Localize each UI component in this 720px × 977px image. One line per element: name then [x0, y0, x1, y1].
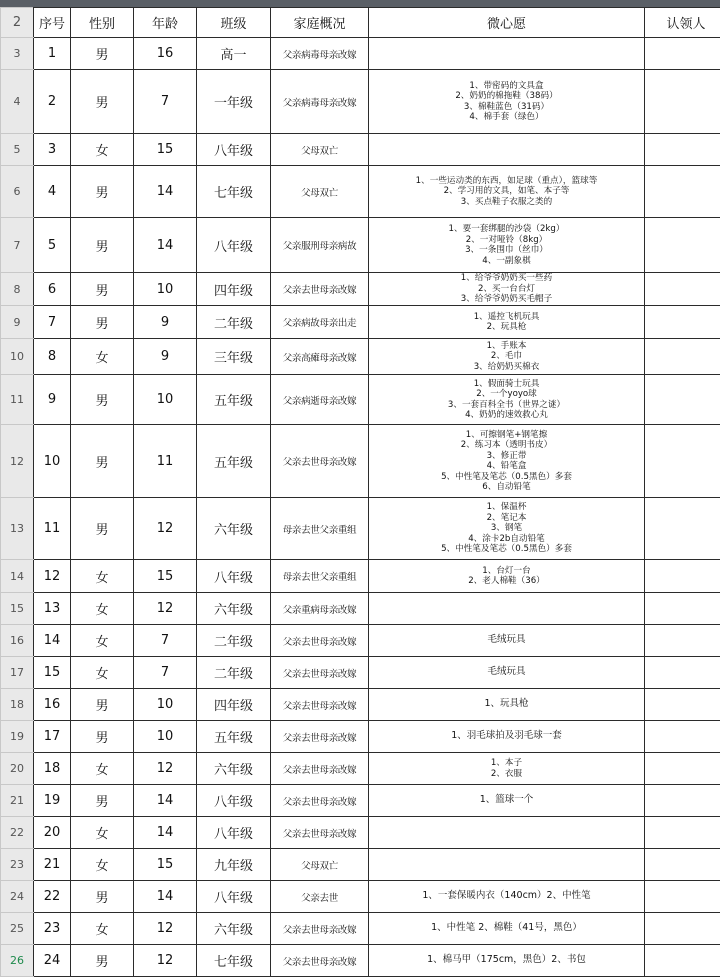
cell-sex[interactable]: 女	[71, 657, 134, 689]
cell-family[interactable]: 父亲高瘫母亲改嫁	[271, 339, 369, 375]
wish-line: 1、一套保暖内衣（140cm）2、中性笔	[375, 891, 638, 902]
cell-claimant[interactable]	[645, 945, 720, 977]
wish-line: 4、一副象棋	[375, 256, 638, 267]
row-number[interactable]: 6	[1, 166, 34, 218]
cell-claimant[interactable]	[645, 721, 720, 753]
wish-line: 2、衣服	[375, 769, 638, 780]
cell-claimant[interactable]	[645, 38, 720, 70]
header-row	[1, 8, 720, 38]
cell-age[interactable]: 10	[134, 273, 197, 306]
cell-wish[interactable]	[369, 753, 645, 785]
wish-line: 3、给奶奶买棉衣	[375, 362, 638, 373]
wish-line: 2、玩具枪	[375, 322, 638, 333]
row-number[interactable]: 25	[1, 913, 34, 945]
cell-claimant[interactable]	[645, 339, 720, 375]
wish-line: 1、玩具枪	[375, 699, 638, 710]
cell-sex[interactable]: 男	[71, 498, 134, 560]
cell-wish[interactable]	[369, 625, 645, 657]
cell-age[interactable]: 7	[134, 657, 197, 689]
table-row	[1, 657, 720, 689]
cell-family[interactable]: 父亲去世母亲改嫁	[271, 657, 369, 689]
wish-line: 2、一对哑铃（8kg）	[375, 235, 638, 246]
cell-grade[interactable]: 八年级	[197, 560, 271, 593]
wish-table	[0, 7, 720, 977]
cell-sex[interactable]: 男	[71, 425, 134, 498]
row-number[interactable]: 22	[1, 817, 34, 849]
row-number[interactable]: 7	[1, 218, 34, 273]
cell-age[interactable]: 15	[134, 134, 197, 166]
table-row	[1, 560, 720, 593]
cell-family[interactable]: 父亲去世母亲改嫁	[271, 785, 369, 817]
cell-index[interactable]: 6	[34, 273, 71, 306]
cell-index[interactable]: 20	[34, 817, 71, 849]
wish-line: 3、一套百科全书（世界之谜）	[375, 400, 638, 411]
cell-wish[interactable]	[369, 375, 645, 425]
cell-sex[interactable]: 男	[71, 38, 134, 70]
wish-line: 2、毛巾	[375, 351, 638, 362]
row-number[interactable]: 16	[1, 625, 34, 657]
cell-sex[interactable]: 男	[71, 945, 134, 977]
cell-wish[interactable]	[369, 70, 645, 134]
table-row	[1, 881, 720, 913]
cell-age[interactable]: 7	[134, 70, 197, 134]
table-row	[1, 817, 720, 849]
cell-age[interactable]: 12	[134, 945, 197, 977]
cell-claimant[interactable]	[645, 753, 720, 785]
row-number[interactable]: 26	[1, 945, 34, 977]
cell-wish[interactable]	[369, 339, 645, 375]
cell-grade[interactable]: 六年级	[197, 913, 271, 945]
table-row	[1, 218, 720, 273]
cell-age[interactable]: 12	[134, 498, 197, 560]
cell-family[interactable]: 父亲服刑母亲病故	[271, 218, 369, 273]
cell-sex[interactable]: 男	[71, 881, 134, 913]
cell-family[interactable]: 父亲病故母亲出走	[271, 306, 369, 339]
wish-line: 1、保温杯	[375, 502, 638, 513]
cell-family[interactable]: 父亲去世母亲改嫁	[271, 721, 369, 753]
cell-sex[interactable]: 女	[71, 817, 134, 849]
table-row	[1, 721, 720, 753]
wish-line: 1、台灯一台	[375, 566, 638, 577]
cell-age[interactable]: 15	[134, 560, 197, 593]
cell-index[interactable]: 23	[34, 913, 71, 945]
wish-line: 5、中性笔及笔芯（0.5黑色）多套	[375, 544, 638, 555]
row-number[interactable]: 19	[1, 721, 34, 753]
wish-line: 1、手账本	[375, 341, 638, 352]
wish-line: 3、给爷爷奶奶买毛帽子	[375, 294, 638, 305]
table-row	[1, 273, 720, 306]
cell-sex[interactable]: 男	[71, 785, 134, 817]
table-row	[1, 785, 720, 817]
wish-line: 毛绒玩具	[375, 667, 638, 678]
cell-wish[interactable]	[369, 817, 645, 849]
cell-wish[interactable]	[369, 849, 645, 881]
header-index[interactable]: 序号	[34, 8, 71, 38]
cell-wish[interactable]	[369, 881, 645, 913]
row-number[interactable]: 15	[1, 593, 34, 625]
wish-line: 1、棉马甲（175cm，黑色）2、书包	[375, 955, 638, 966]
cell-index[interactable]: 12	[34, 560, 71, 593]
cell-wish[interactable]	[369, 38, 645, 70]
wish-line: 3、钢笔	[375, 523, 638, 534]
cell-family[interactable]: 父亲去世母亲改嫁	[271, 689, 369, 721]
cell-sex[interactable]: 女	[71, 339, 134, 375]
cell-sex[interactable]: 女	[71, 560, 134, 593]
cell-wish[interactable]	[369, 913, 645, 945]
table-row	[1, 339, 720, 375]
cell-index[interactable]: 18	[34, 753, 71, 785]
wish-line: 1、可擦钢笔+钢笔擦	[375, 430, 638, 441]
cell-family[interactable]: 父亲去世	[271, 881, 369, 913]
cell-age[interactable]: 7	[134, 625, 197, 657]
cell-claimant[interactable]	[645, 425, 720, 498]
wish-line: 2、老人棉鞋（36）	[375, 576, 638, 587]
cell-wish[interactable]	[369, 593, 645, 625]
cell-grade[interactable]: 六年级	[197, 753, 271, 785]
row-number[interactable]: 2	[1, 8, 34, 38]
cell-index[interactable]: 16	[34, 689, 71, 721]
cell-grade[interactable]: 九年级	[197, 849, 271, 881]
cell-grade[interactable]: 六年级	[197, 498, 271, 560]
header-sex[interactable]: 性别	[71, 8, 134, 38]
wish-line: 1、带密码的文具盒	[375, 81, 638, 92]
table-row	[1, 38, 720, 70]
spreadsheet	[0, 7, 720, 977]
cell-age[interactable]: 10	[134, 375, 197, 425]
cell-grade[interactable]: 二年级	[197, 657, 271, 689]
table-row	[1, 166, 720, 218]
cell-claimant[interactable]	[645, 273, 720, 306]
row-number[interactable]: 20	[1, 753, 34, 785]
table-row	[1, 849, 720, 881]
cell-index[interactable]: 19	[34, 785, 71, 817]
cell-grade[interactable]: 五年级	[197, 425, 271, 498]
cell-age[interactable]: 9	[134, 339, 197, 375]
cell-age[interactable]: 10	[134, 689, 197, 721]
cell-family[interactable]: 父亲去世母亲改嫁	[271, 945, 369, 977]
wish-line: 1、假面骑士玩具	[375, 379, 638, 390]
row-number[interactable]: 8	[1, 273, 34, 306]
cell-index[interactable]: 21	[34, 849, 71, 881]
wish-line: 4、铅笔盒	[375, 461, 638, 472]
cell-sex[interactable]: 女	[71, 625, 134, 657]
cell-family[interactable]: 父亲去世母亲改嫁	[271, 817, 369, 849]
cell-family[interactable]: 父亲去世母亲改嫁	[271, 273, 369, 306]
cell-wish[interactable]	[369, 657, 645, 689]
cell-grade[interactable]: 八年级	[197, 218, 271, 273]
wish-line: 1、本子	[375, 758, 638, 769]
cell-wish[interactable]	[369, 498, 645, 560]
wish-line: 2、练习本（透明书皮）	[375, 440, 638, 451]
cell-family[interactable]: 父母双亡	[271, 849, 369, 881]
cell-claimant[interactable]	[645, 134, 720, 166]
cell-grade[interactable]: 四年级	[197, 273, 271, 306]
table-row	[1, 625, 720, 657]
row-number[interactable]: 13	[1, 498, 34, 560]
cell-index[interactable]: 1	[34, 38, 71, 70]
cell-family[interactable]: 父亲去世母亲改嫁	[271, 913, 369, 945]
cell-grade[interactable]: 三年级	[197, 339, 271, 375]
cell-sex[interactable]: 女	[71, 593, 134, 625]
wish-line: 3、棉鞋蓝色（31码）	[375, 102, 638, 113]
cell-age[interactable]: 14	[134, 881, 197, 913]
cell-claimant[interactable]	[645, 70, 720, 134]
cell-family[interactable]: 父亲去世母亲改嫁	[271, 425, 369, 498]
cell-index[interactable]: 13	[34, 593, 71, 625]
cell-index[interactable]: 24	[34, 945, 71, 977]
cell-claimant[interactable]	[645, 881, 720, 913]
cell-age[interactable]: 14	[134, 817, 197, 849]
cell-claimant[interactable]	[645, 657, 720, 689]
cell-age[interactable]: 11	[134, 425, 197, 498]
cell-age[interactable]: 12	[134, 593, 197, 625]
row-number[interactable]: 11	[1, 375, 34, 425]
table-row	[1, 689, 720, 721]
cell-grade[interactable]: 八年级	[197, 881, 271, 913]
wish-line: 1、中性笔 2、棉鞋（41号，黑色）	[375, 923, 638, 934]
header-age[interactable]: 年龄	[134, 8, 197, 38]
cell-grade[interactable]: 八年级	[197, 134, 271, 166]
cell-claimant[interactable]	[645, 166, 720, 218]
cell-family[interactable]: 母亲去世父亲重组	[271, 498, 369, 560]
wish-line: 4、奶奶的速效救心丸	[375, 410, 638, 421]
cell-grade[interactable]: 七年级	[197, 945, 271, 977]
cell-wish[interactable]	[369, 218, 645, 273]
row-number[interactable]: 3	[1, 38, 34, 70]
row-number[interactable]: 10	[1, 339, 34, 375]
table-row	[1, 306, 720, 339]
wish-line: 2、笔记本	[375, 513, 638, 524]
wish-line: 1、给爷爷奶奶买一些药	[375, 273, 638, 284]
cell-age[interactable]: 15	[134, 849, 197, 881]
cell-wish[interactable]	[369, 425, 645, 498]
cell-index[interactable]: 8	[34, 339, 71, 375]
table-row	[1, 498, 720, 560]
wish-line: 1、篮球一个	[375, 795, 638, 806]
cell-grade[interactable]: 二年级	[197, 306, 271, 339]
cell-sex[interactable]: 女	[71, 849, 134, 881]
wish-line: 4、涂卡2b自动铅笔	[375, 534, 638, 545]
cell-sex[interactable]: 男	[71, 306, 134, 339]
table-row	[1, 753, 720, 785]
cell-index[interactable]: 9	[34, 375, 71, 425]
wish-line: 2、一个yoyo球	[375, 389, 638, 400]
table-row	[1, 134, 720, 166]
cell-grade[interactable]: 一年级	[197, 70, 271, 134]
cell-claimant[interactable]	[645, 817, 720, 849]
cell-grade[interactable]: 高一	[197, 38, 271, 70]
cell-wish[interactable]	[369, 306, 645, 339]
row-number[interactable]: 24	[1, 881, 34, 913]
cell-index[interactable]: 3	[34, 134, 71, 166]
cell-index[interactable]: 15	[34, 657, 71, 689]
row-number[interactable]: 5	[1, 134, 34, 166]
wish-line: 3、买点鞋子衣服之类的	[375, 197, 638, 208]
cell-claimant[interactable]	[645, 913, 720, 945]
wish-line: 4、棉手套（绿色）	[375, 112, 638, 123]
cell-family[interactable]: 父亲病毒母亲改嫁	[271, 38, 369, 70]
cell-claimant[interactable]	[645, 498, 720, 560]
cell-wish[interactable]	[369, 166, 645, 218]
window-top-bar	[0, 0, 720, 7]
wish-line: 2、奶奶的棉拖鞋（38码）	[375, 91, 638, 102]
cell-index[interactable]: 11	[34, 498, 71, 560]
cell-index[interactable]: 22	[34, 881, 71, 913]
wish-line: 3、修正带	[375, 451, 638, 462]
cell-claimant[interactable]	[645, 593, 720, 625]
table-row	[1, 425, 720, 498]
cell-wish[interactable]	[369, 785, 645, 817]
cell-index[interactable]: 2	[34, 70, 71, 134]
cell-sex[interactable]: 女	[71, 134, 134, 166]
cell-wish[interactable]	[369, 945, 645, 977]
cell-claimant[interactable]	[645, 689, 720, 721]
wish-line: 3、一条围巾（丝巾）	[375, 245, 638, 256]
row-number[interactable]: 12	[1, 425, 34, 498]
cell-claimant[interactable]	[645, 218, 720, 273]
cell-index[interactable]: 7	[34, 306, 71, 339]
header-claimant[interactable]: 认领人	[645, 8, 720, 38]
header-grade[interactable]: 班级	[197, 8, 271, 38]
cell-sex[interactable]: 男	[71, 166, 134, 218]
row-number[interactable]: 21	[1, 785, 34, 817]
cell-grade[interactable]: 二年级	[197, 625, 271, 657]
cell-index[interactable]: 14	[34, 625, 71, 657]
row-number[interactable]: 4	[1, 70, 34, 134]
cell-age[interactable]: 16	[134, 38, 197, 70]
wish-line: 5、中性笔及笔芯（0.5黑色）多套	[375, 472, 638, 483]
cell-age[interactable]: 14	[134, 166, 197, 218]
cell-claimant[interactable]	[645, 849, 720, 881]
cell-grade[interactable]: 五年级	[197, 375, 271, 425]
table-row	[1, 945, 720, 977]
wish-line: 1、羽毛球拍及羽毛球一套	[375, 731, 638, 742]
row-number[interactable]: 23	[1, 849, 34, 881]
wish-line: 1、一些运动类的东西，如足球（重点），篮球等	[375, 176, 638, 187]
cell-wish[interactable]	[369, 560, 645, 593]
cell-wish[interactable]	[369, 273, 645, 306]
cell-index[interactable]: 10	[34, 425, 71, 498]
cell-wish[interactable]	[369, 689, 645, 721]
row-number[interactable]: 18	[1, 689, 34, 721]
cell-index[interactable]: 17	[34, 721, 71, 753]
cell-family[interactable]: 父亲病逝母亲改嫁	[271, 375, 369, 425]
row-number[interactable]: 14	[1, 560, 34, 593]
cell-wish[interactable]	[369, 721, 645, 753]
cell-grade[interactable]: 七年级	[197, 166, 271, 218]
cell-sex[interactable]: 女	[71, 913, 134, 945]
cell-sex[interactable]: 女	[71, 753, 134, 785]
cell-sex[interactable]: 男	[71, 218, 134, 273]
cell-sex[interactable]: 男	[71, 689, 134, 721]
wish-line: 毛绒玩具	[375, 635, 638, 646]
cell-index[interactable]: 5	[34, 218, 71, 273]
cell-age[interactable]: 9	[134, 306, 197, 339]
wish-line: 6、自动铅笔	[375, 482, 638, 493]
cell-sex[interactable]: 男	[71, 375, 134, 425]
header-wish[interactable]: 微心愿	[369, 8, 645, 38]
cell-claimant[interactable]	[645, 625, 720, 657]
row-number[interactable]: 17	[1, 657, 34, 689]
row-number[interactable]: 9	[1, 306, 34, 339]
table-row	[1, 913, 720, 945]
cell-age[interactable]: 14	[134, 218, 197, 273]
cell-claimant[interactable]	[645, 785, 720, 817]
cell-age[interactable]: 10	[134, 721, 197, 753]
cell-claimant[interactable]	[645, 560, 720, 593]
cell-sex[interactable]: 男	[71, 721, 134, 753]
cell-grade[interactable]: 八年级	[197, 817, 271, 849]
table-row	[1, 375, 720, 425]
cell-family[interactable]: 父母双亡	[271, 134, 369, 166]
cell-family[interactable]: 父母双亡	[271, 166, 369, 218]
cell-age[interactable]: 12	[134, 753, 197, 785]
table-row	[1, 70, 720, 134]
cell-wish[interactable]	[369, 134, 645, 166]
cell-grade[interactable]: 八年级	[197, 785, 271, 817]
wish-line: 2、学习用的文具，如笔、本子等	[375, 186, 638, 197]
cell-grade[interactable]: 五年级	[197, 721, 271, 753]
wish-line: 1、要一套绑腿的沙袋（2kg）	[375, 224, 638, 235]
cell-age[interactable]: 14	[134, 785, 197, 817]
cell-family[interactable]: 父亲去世母亲改嫁	[271, 625, 369, 657]
cell-sex[interactable]: 男	[71, 70, 134, 134]
cell-family[interactable]: 父亲病毒母亲改嫁	[271, 70, 369, 134]
cell-claimant[interactable]	[645, 375, 720, 425]
table-row	[1, 593, 720, 625]
header-family[interactable]: 家庭概况	[271, 8, 369, 38]
cell-grade[interactable]: 四年级	[197, 689, 271, 721]
wish-line: 1、遥控飞机玩具	[375, 312, 638, 323]
cell-family[interactable]: 母亲去世父亲重组	[271, 560, 369, 593]
cell-index[interactable]: 4	[34, 166, 71, 218]
cell-grade[interactable]: 六年级	[197, 593, 271, 625]
cell-sex[interactable]: 男	[71, 273, 134, 306]
cell-family[interactable]: 父亲去世母亲改嫁	[271, 753, 369, 785]
cell-family[interactable]: 父亲重病母亲改嫁	[271, 593, 369, 625]
cell-age[interactable]: 12	[134, 913, 197, 945]
cell-claimant[interactable]	[645, 306, 720, 339]
wish-line: 2、买一台台灯	[375, 284, 638, 295]
